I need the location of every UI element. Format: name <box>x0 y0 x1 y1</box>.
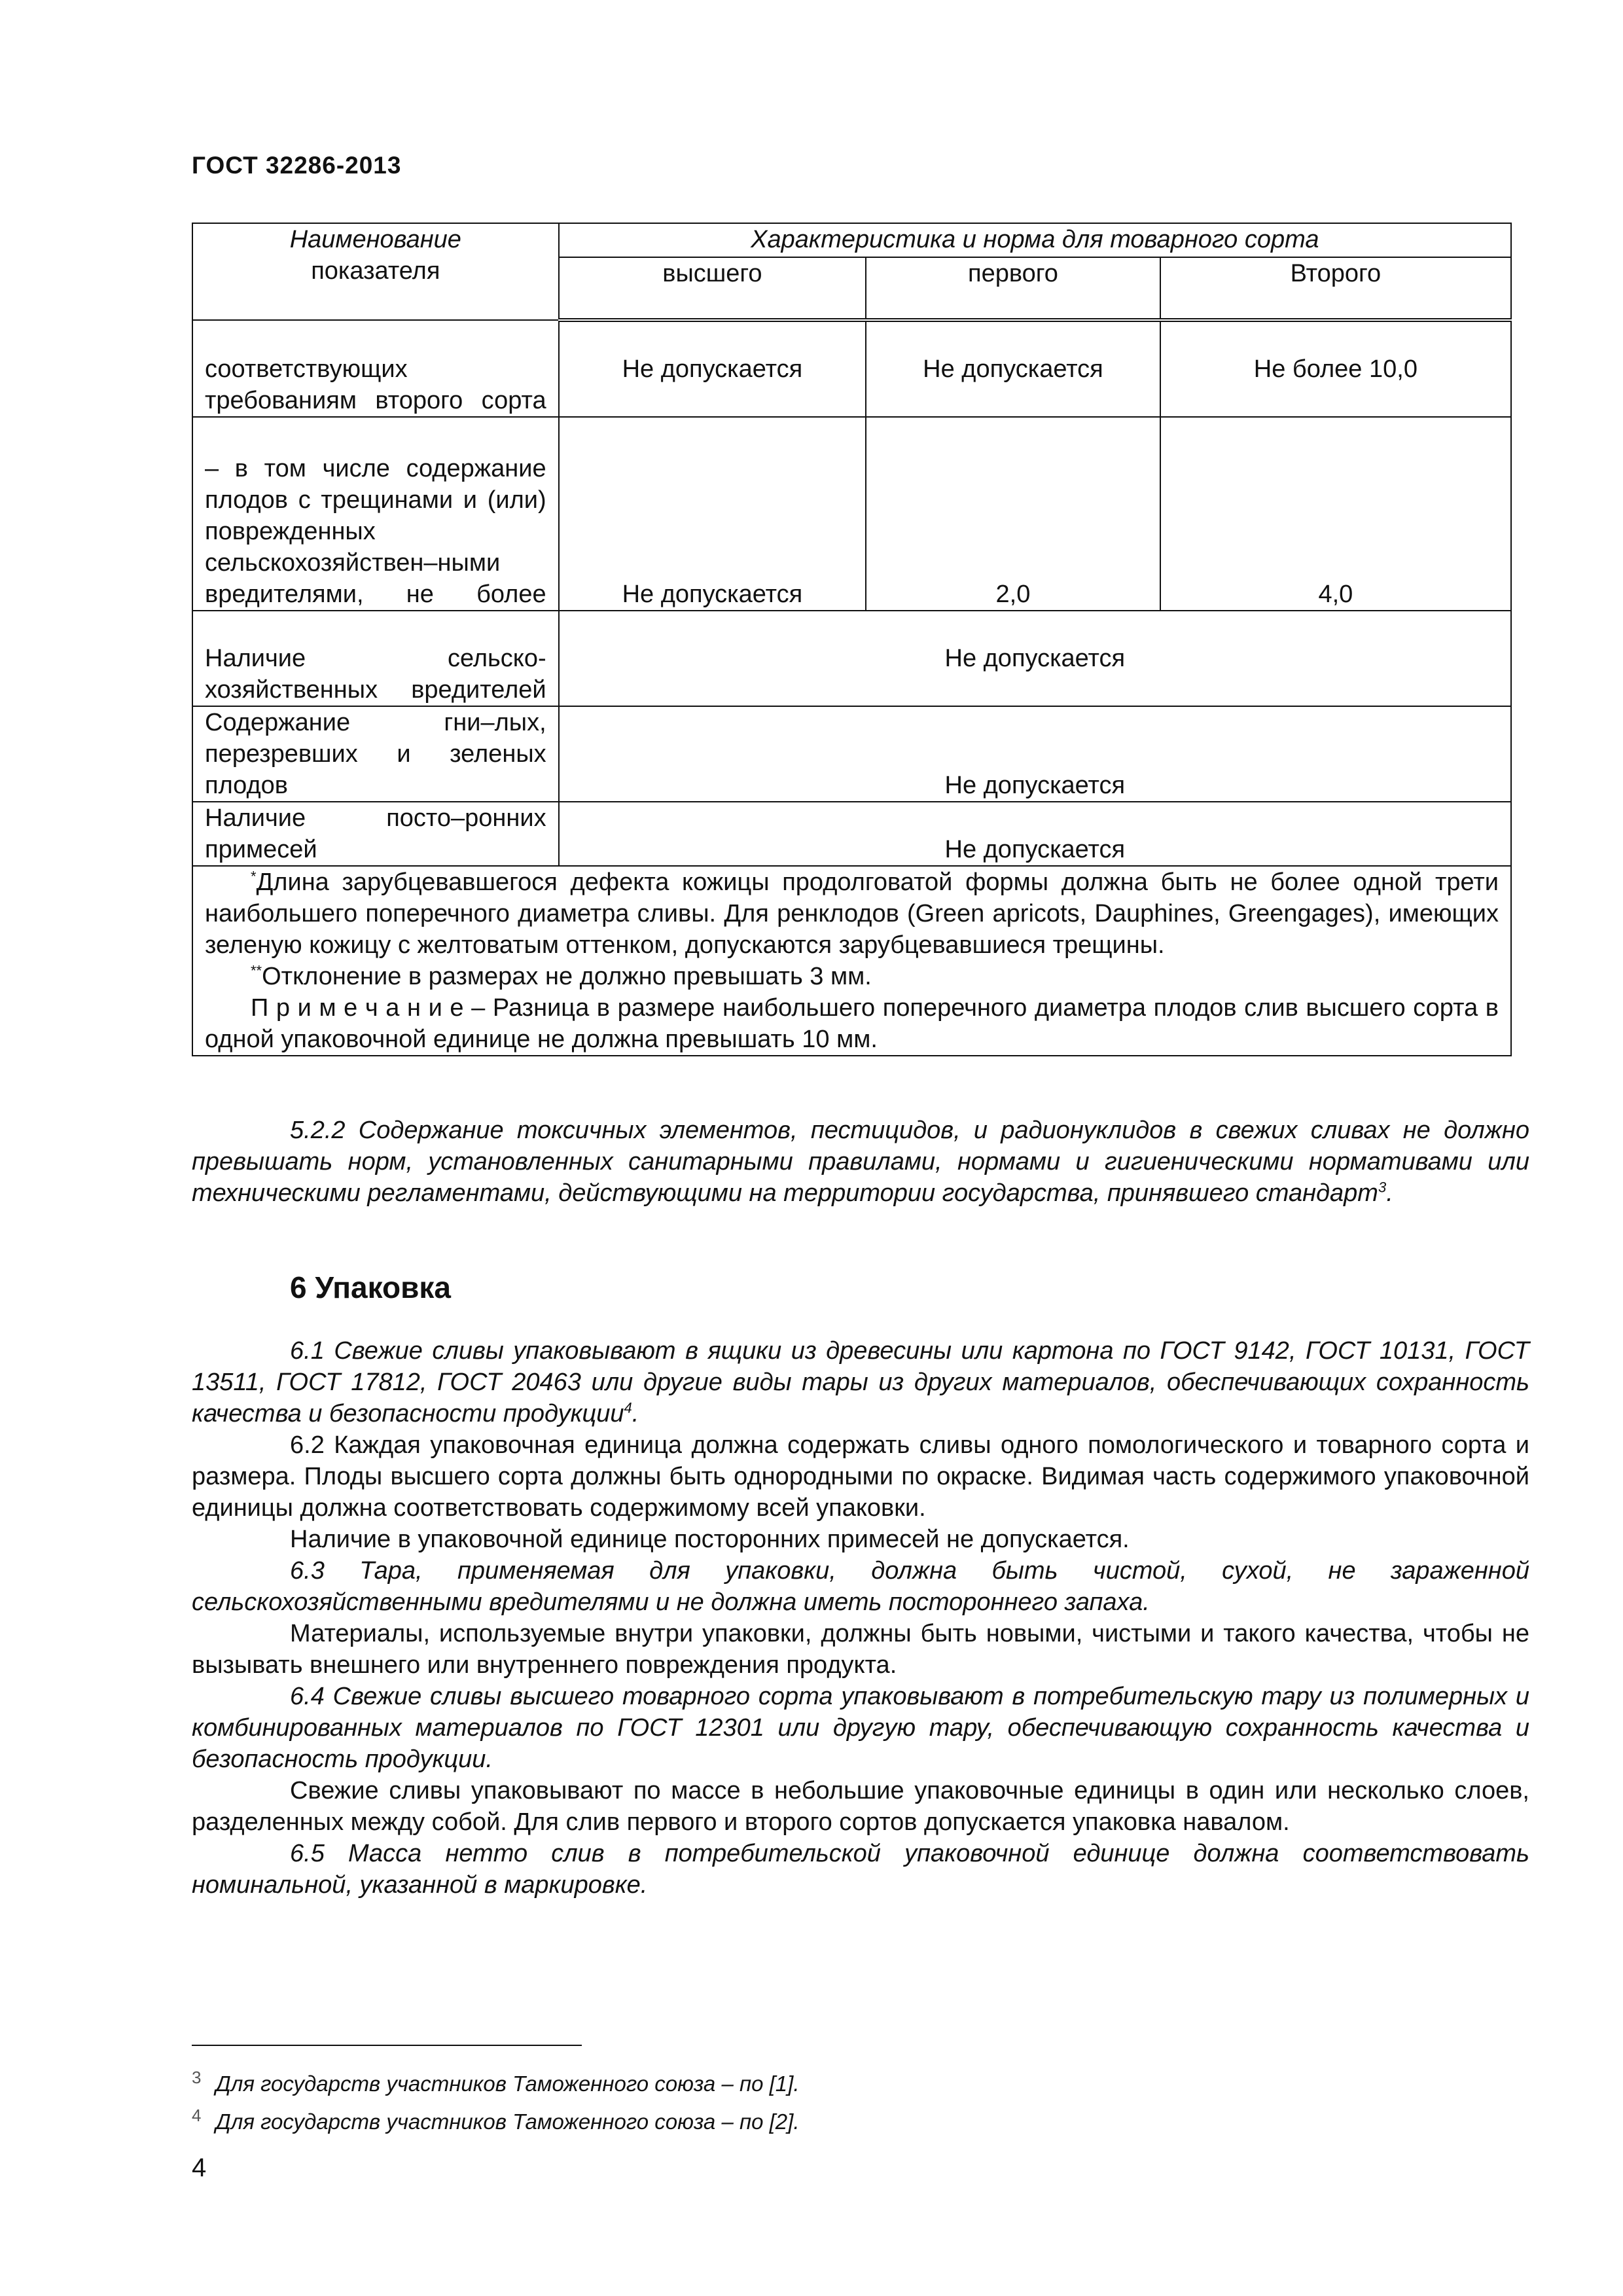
paragraph-5-2-2-block <box>192 1115 1529 1209</box>
header-name-line1: Наименование <box>289 226 461 253</box>
row-value-first: 2,0 <box>866 417 1160 611</box>
header-name-line2: показателя <box>311 257 440 285</box>
paragraph-5-2-2 <box>192 1115 1529 1209</box>
paragraph-6-1-end: . <box>632 1400 639 1427</box>
row-value-second: Не более 10,0 <box>1160 320 1511 417</box>
paragraph-6-1 <box>192 1335 1529 1429</box>
table-notes <box>192 866 1511 1056</box>
row-name: – в том числе содержание плодов с трещинами и (или) поврежденных сельскохозяйствен–ными вредителями, не более <box>192 417 559 611</box>
paragraph-6-4: 6.4 Свежие сливы высшего товарного сорта упаковывают в потребительскую тару из полимерных и комбинированных материалов по ГОСТ 12301 или другую тару, обеспечивающую сохранность качества и безопасность продукции. <box>192 1683 1529 1773</box>
footnote-number: 3 <box>192 2068 202 2087</box>
document-header: ГОСТ 32286-2013 <box>192 152 402 179</box>
footnote-3 <box>192 2062 800 2100</box>
footnote-ref-3[interactable]: 3 <box>1378 1179 1387 1196</box>
row-value-highest: Не допускается <box>559 417 866 611</box>
footnotes <box>192 2062 800 2138</box>
note-text: – Разница в размере наибольшего поперечного диаметра плодов слив высшего сорта в одной упаковочной единице не должна превышать 10 мм. <box>205 994 1499 1053</box>
note-double-star-mark: ** <box>251 962 262 979</box>
page-number: 4 <box>192 2153 207 2182</box>
paragraph-6-4-b: Свежие сливы упаковывают по массе в небольшие упаковочные единицы в один или несколько слоев, разделенных между собой. Для слив первого и второго сортов допускается упаковка навалом. <box>192 1777 1529 1836</box>
paragraph-6-3: 6.3 Тара, применяемая для упаковки, должна быть чистой, сухой, не зараженной сельскохозяйственными вредителями и не должна иметь постороннего запаха. <box>192 1557 1529 1616</box>
header-indicator-name <box>192 223 559 320</box>
row-name: Наличие сельско-хозяйственных вредителей <box>192 611 559 706</box>
footnote-text: Для государств участников Таможенного союза – по [1]. <box>215 2072 800 2096</box>
paragraph-6-2: 6.2 Каждая упаковочная единица должна содержать сливы одного помологического и товарного сорта и размера. Плоды высшего сорта должны быть однородными по окраске. Видимая часть содержимого упаковочной единицы должна соответствовать содержимому всей упаковки. <box>192 1431 1529 1522</box>
table-row <box>192 706 1511 802</box>
note-star-mark: * <box>251 868 257 885</box>
header-group-title: Характеристика и норма для товарного сорта <box>559 223 1511 257</box>
header-grade-second: Второго <box>1160 257 1511 320</box>
footnote-text: Для государств участников Таможенного союза – по [2]. <box>215 2109 800 2134</box>
paragraph-6-1-text: 6.1 Свежие сливы упаковывают в ящики из древесины или картона по ГОСТ 9142, ГОСТ 10131, ГОСТ 13511, ГОСТ 17812, ГОСТ 20463 или другие виды тары из других материалов, обеспечивающих сохранность качества и безопасности продукции <box>192 1337 1529 1427</box>
table-row <box>192 417 1511 611</box>
footnote-separator <box>192 2045 582 2046</box>
row-name: Содержание гни–лых, перезревших и зеленых плодов <box>192 706 559 802</box>
table-notes-row <box>192 866 1511 1056</box>
row-name: Наличие посто–ронних примесей <box>192 802 559 866</box>
spec-table <box>192 223 1512 1056</box>
header-grade-first: первого <box>866 257 1160 320</box>
footnote-4 <box>192 2100 800 2138</box>
row-value-merged: Не допускается <box>559 706 1511 802</box>
table-row <box>192 320 1511 417</box>
table-header-row <box>192 223 1511 257</box>
paragraph-6-3-b: Материалы, используемые внутри упаковки, должны быть новыми, чистыми и такого качества, чтобы не вызывать внешнего или внутреннего повреждения продукта. <box>192 1620 1529 1679</box>
row-value-merged: Не допускается <box>559 611 1511 706</box>
table-row <box>192 611 1511 706</box>
section-6-body <box>192 1335 1529 1901</box>
table-row <box>192 802 1511 866</box>
row-name: соответствующих требованиям второго сорта <box>192 320 559 417</box>
paragraph-5-2-2-text: 5.2.2 Содержание токсичных элементов, пестицидов, и радионуклидов в свежих сливах не должно превышать норм, установленных санитарными правилами, нормами и гигиеническими нормативами или техническими регламентами, действующими на территории государства, принявшего стандарт <box>192 1117 1529 1207</box>
row-value-highest: Не допускается <box>559 320 866 417</box>
paragraph-6-2-b: Наличие в упаковочной единице посторонних примесей не допускается. <box>290 1526 1130 1553</box>
note-star-text: Длина зарубцевавшегося дефекта кожицы продолговатой формы должна быть не более одной трети наибольшего поперечного диаметра сливы. Для ренклодов (Green apricots, Dauphines, Greengages), имеющих зеленую кожицу с желтоватым оттенком, допускаются зарубцевавшиеся трещины. <box>205 869 1499 959</box>
header-grade-highest: высшего <box>559 257 866 320</box>
section-title: 6 Упаковка <box>290 1270 451 1304</box>
row-value-first: Не допускается <box>866 320 1160 417</box>
paragraph-6-5: 6.5 Масса нетто слив в потребительской упаковочной единице должна соответствовать номинальной, указанной в маркировке. <box>192 1840 1529 1899</box>
row-value-second: 4,0 <box>1160 417 1511 611</box>
note-double-star-text: Отклонение в размерах не должно превышать 3 мм. <box>262 963 872 990</box>
row-value-merged: Не допускается <box>559 802 1511 866</box>
footnote-ref-4[interactable]: 4 <box>624 1399 632 1416</box>
paragraph-5-2-2-end: . <box>1386 1179 1393 1207</box>
footnote-number: 4 <box>192 2106 202 2125</box>
note-label: П р и м е ч а н и е <box>251 994 464 1022</box>
